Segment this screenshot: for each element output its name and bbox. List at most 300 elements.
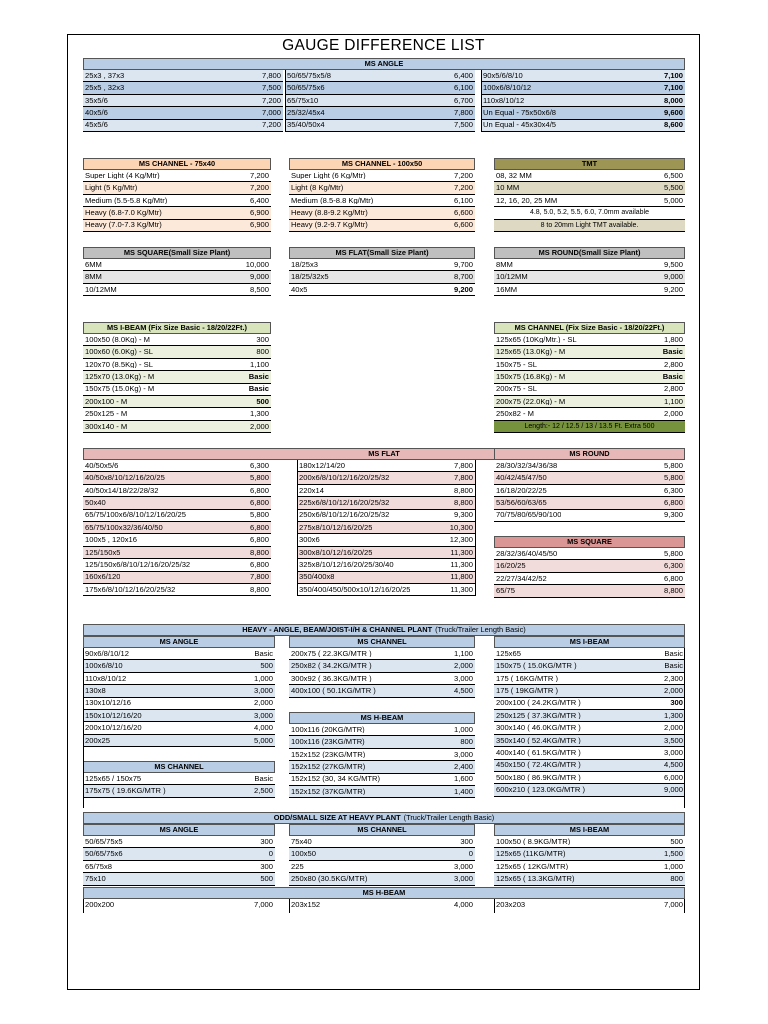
table-row — [285, 95, 475, 107]
item-name: 50x40 — [85, 499, 106, 507]
table-row — [494, 760, 685, 772]
item-name: 125x65 ( 13.3KG/MTR) — [496, 875, 575, 883]
table-row — [494, 685, 685, 697]
item-name: 400x140 ( 61.5KG/MTR ) — [496, 749, 581, 757]
item-name: Un Equal - 75x50x6/8 — [483, 109, 557, 117]
item-price: 6,400 — [249, 195, 269, 205]
table-row — [289, 220, 475, 232]
item-price: 300 — [260, 861, 273, 871]
table-row — [83, 559, 271, 571]
table-row — [494, 673, 685, 685]
item-price: 8,600 — [663, 120, 683, 130]
item-name: 16/20/25 — [496, 562, 526, 570]
table-row — [494, 660, 685, 672]
ms-angle-table — [83, 58, 685, 70]
table-row — [297, 472, 475, 484]
item-name: 220x14 — [299, 486, 324, 495]
item-price: 7,000 — [663, 900, 683, 910]
item-price: 6,100 — [453, 195, 473, 205]
item-name: 65/75x8 — [85, 862, 113, 871]
item-price: 7,800 — [249, 572, 269, 582]
table-row — [494, 408, 685, 420]
item-name: 175x6/8/10/12/16/20/25/32 — [85, 585, 176, 594]
item-price: 7,800 — [453, 108, 473, 118]
ms-angle-col — [83, 70, 283, 132]
item-price: 7,000 — [261, 108, 281, 118]
table-row — [289, 271, 475, 283]
item-name: 180x12/14/20 — [299, 461, 346, 470]
item-price: 1,000 — [253, 673, 273, 683]
table-row — [83, 259, 271, 271]
item-price: 9,300 — [453, 510, 473, 520]
table-row — [83, 284, 271, 296]
table-row — [83, 182, 271, 194]
item-name: 125x65 (11KG/MTR) — [496, 850, 566, 858]
section-header: MS CHANNEL - 75x40 — [83, 158, 271, 170]
item-name: 130x8 — [85, 687, 106, 695]
item-price: 800 — [460, 737, 473, 747]
item-price: 6,900 — [249, 208, 269, 218]
table-row — [83, 82, 283, 94]
item-name: 125/150x6/8/10/12/16/20/25/32 — [85, 561, 191, 569]
item-price: 0 — [268, 849, 273, 859]
section-header: MS ANGLE — [83, 636, 275, 648]
table-row — [494, 485, 685, 497]
table-row — [297, 460, 475, 472]
table-row — [494, 722, 685, 734]
table-row — [289, 736, 475, 748]
table-row — [83, 522, 271, 534]
table-row — [289, 786, 475, 798]
item-name: 100x116 (23KG/MTR) — [291, 738, 365, 746]
item-price: 7,100 — [663, 83, 683, 93]
item-name: 53/56/60/63/65 — [496, 499, 547, 507]
table-row — [494, 284, 685, 296]
item-name: 8MM — [496, 260, 513, 269]
table-row — [494, 510, 685, 522]
item-name: 100x50 (8.0Kg) - M — [85, 335, 150, 344]
column-divider — [83, 899, 84, 913]
item-price: 7,200 — [261, 95, 281, 105]
item-name: 125x65 (10Kg/Mtr.) - SL — [496, 335, 577, 344]
item-price: 12,300 — [449, 535, 473, 545]
section-header: MS I-BEAM — [494, 636, 685, 648]
odd-ms-channel-table — [289, 824, 475, 886]
item-name: 250x125 - M — [85, 410, 128, 418]
item-price: 6,500 — [663, 170, 683, 180]
table-row — [83, 497, 271, 509]
item-price: 1,300 — [663, 710, 683, 720]
table-row — [83, 170, 271, 182]
item-name: 25x3 , 37x3 — [85, 71, 125, 80]
section-header — [83, 624, 685, 636]
item-name: 16MM — [496, 285, 518, 294]
item-name: 300x6 — [299, 536, 320, 544]
item-price: 2,000 — [663, 686, 683, 696]
item-name: 250x6/8/10/12/16/20/25/32 — [299, 511, 390, 520]
table-row — [83, 648, 275, 660]
item-price: 5,800 — [663, 460, 683, 470]
table-row — [83, 384, 271, 396]
item-name: 125x65 ( 12KG/MTR) — [496, 862, 569, 871]
item-price: 2,000 — [663, 409, 683, 419]
item-price: 7,800 — [261, 70, 281, 80]
item-name: 75x40 — [291, 837, 312, 846]
item-price: 6,800 — [249, 535, 269, 545]
section-header: MS SQUARE — [494, 536, 685, 548]
item-name: 18/25/32x5 — [291, 273, 329, 281]
item-price: 5,800 — [663, 548, 683, 558]
item-name: Heavy (6.8-7.0 Kg/Mtr) — [85, 209, 162, 217]
table-row — [285, 82, 475, 94]
item-price: 9,600 — [663, 108, 683, 118]
item-name: 28/30/32/34/36/38 — [496, 461, 558, 470]
item-price: 3,000 — [453, 749, 473, 759]
table-row — [494, 259, 685, 271]
table-row — [494, 170, 685, 182]
item-name: Heavy (8.8-9.2 Kg/Mtr) — [291, 209, 368, 217]
table-row — [83, 510, 271, 522]
item-name: 75x10 — [85, 875, 106, 883]
item-name: 275x8/10/12/16/20/25 — [299, 523, 373, 532]
item-name: Medium (8.5-8.8 Kg/Mtr) — [291, 196, 374, 205]
ms-round-header — [494, 448, 685, 460]
table-row — [83, 722, 275, 734]
item-price: 7,800 — [453, 473, 473, 483]
item-price: 11,300 — [450, 584, 473, 594]
table-row — [289, 259, 475, 271]
item-name: 250x80 (30.5KG/MTR) — [291, 875, 368, 883]
item-price: 6,300 — [663, 485, 683, 495]
item-price: 5,000 — [253, 735, 273, 745]
item-price: 6,300 — [249, 460, 269, 470]
table-row — [494, 747, 685, 759]
ms-channel-75x40-table — [83, 158, 271, 232]
table-row — [83, 710, 275, 722]
table-row — [297, 572, 475, 584]
item-price: 8,800 — [249, 584, 269, 594]
table-row — [289, 284, 475, 296]
item-price: 6,400 — [453, 70, 473, 80]
table-row — [494, 460, 685, 472]
item-name: 50/65/75x5 — [85, 837, 123, 846]
table-row — [494, 735, 685, 747]
item-name: Un Equal - 45x30x4/5 — [483, 121, 557, 130]
item-name: 400x100 ( 50.1KG/MTR ) — [291, 687, 376, 695]
item-price: 6,600 — [453, 220, 473, 230]
table-row — [494, 698, 685, 710]
section-header: MS FLAT(Small Size Plant) — [289, 247, 475, 259]
item-name: 203x152 — [291, 901, 321, 909]
item-price: 10,300 — [449, 522, 473, 532]
item-name: Super Light (6 Kg/Mtr) — [291, 171, 366, 180]
ms-square-table — [494, 536, 685, 598]
item-price: 3,000 — [253, 710, 273, 720]
item-price: 11,800 — [450, 572, 473, 582]
table-row — [83, 359, 271, 371]
item-price: 6,800 — [249, 498, 269, 508]
item-price: 5,800 — [249, 510, 269, 520]
item-price: 1,500 — [663, 849, 683, 859]
table-row — [297, 584, 475, 596]
item-price: 6,300 — [663, 561, 683, 571]
item-name: 10/12MM — [85, 285, 117, 294]
table-note: 4.8, 5.0, 5.2, 5.5, 6.0, 7.0mm available — [494, 207, 685, 219]
heavy-ms-channel-table — [289, 636, 475, 698]
heavy-subtitle: (Truck/Trailer Length Basic) — [435, 625, 526, 635]
ms-round-small-table — [494, 247, 685, 296]
item-price: 8,500 — [249, 284, 269, 294]
item-price: 6,800 — [663, 573, 683, 583]
section-header: MS H-BEAM — [289, 712, 475, 724]
item-name: 350x140 ( 52.4KG/MTR ) — [496, 736, 581, 745]
item-price: 300 — [460, 836, 473, 846]
item-price: 9,200 — [453, 284, 473, 294]
odd-hbeam-cell — [494, 899, 685, 911]
item-name: 10/12MM — [496, 273, 528, 281]
item-price: 500 — [670, 836, 683, 846]
item-name: 125/150x5 — [85, 548, 121, 557]
item-name: 152x152 (23KG/MTR) — [291, 750, 366, 759]
item-price: 2,500 — [253, 786, 273, 796]
column-divider — [684, 899, 685, 913]
item-price: 9,200 — [663, 284, 683, 294]
column-divider — [83, 648, 84, 808]
item-price: 2,000 — [663, 723, 683, 733]
table-row — [494, 334, 685, 346]
item-name: 90x6/8/10/12 — [85, 649, 129, 658]
item-price: 2,300 — [663, 673, 683, 683]
item-name: 300x140 ( 46.0KG/MTR ) — [496, 724, 581, 732]
item-name: 65/75/100x6/8/10/12/16/20/25 — [85, 511, 186, 520]
item-name: 40/42/45/47/50 — [496, 474, 547, 482]
section-header: MS SQUARE(Small Size Plant) — [83, 247, 271, 259]
table-row — [83, 572, 271, 584]
item-price: Basic — [662, 372, 683, 382]
item-price: Basic — [254, 648, 273, 658]
item-name: 200x100 ( 24.2KG/MTR ) — [496, 699, 581, 708]
item-name: 125x65 — [496, 649, 521, 658]
table-row — [83, 371, 271, 383]
item-name: 65/75 — [496, 587, 516, 595]
item-price: 1,100 — [663, 396, 683, 406]
item-name: 152x152 (37KG/MTR) — [291, 787, 366, 796]
table-row — [494, 472, 685, 484]
table-row — [83, 460, 271, 472]
table-row — [289, 207, 475, 219]
item-name: 65/75/100x32/36/40/50 — [85, 523, 163, 532]
ms-angle-col — [285, 70, 475, 132]
table-row — [83, 735, 275, 747]
table-note: Length:- 12 / 12.5 / 13 / 13.5 Ft. Extra 500 — [494, 421, 685, 433]
heavy-ms-angle-table — [83, 636, 275, 747]
item-name: 40/50x5/6 — [85, 461, 119, 470]
table-row — [494, 848, 685, 860]
item-name: 150x75 (16.8Kg) - M — [496, 373, 566, 381]
table-row — [83, 547, 271, 559]
item-price: 7,800 — [453, 460, 473, 470]
item-price: 10,000 — [245, 259, 269, 269]
table-row — [285, 70, 475, 82]
item-name: 100x60 (6.0Kg) - SL — [85, 348, 153, 356]
item-price: 5,800 — [663, 473, 683, 483]
ms-flat-small-table — [289, 247, 475, 296]
table-row — [285, 120, 475, 132]
item-price: 4,500 — [663, 760, 683, 770]
table-row — [494, 396, 685, 408]
table-row — [83, 70, 283, 82]
item-name: 100x5 , 120x16 — [85, 536, 137, 544]
table-row — [494, 873, 685, 885]
item-name: 40/50x8/10/12/16/20/25 — [85, 474, 165, 482]
table-row — [494, 772, 685, 784]
table-row — [289, 761, 475, 773]
section-header: MS CHANNEL — [83, 761, 275, 773]
item-price: 9,000 — [249, 272, 269, 282]
item-name: 8MM — [85, 273, 102, 281]
item-price: 800 — [256, 347, 269, 357]
item-price: 3,000 — [663, 748, 683, 758]
table-row — [297, 510, 475, 522]
table-row — [289, 660, 475, 672]
item-name: 70/75/80/65/90/100 — [496, 511, 562, 520]
item-price: Basic — [664, 661, 683, 671]
item-name: 120x70 (8.5Kg) - SL — [85, 360, 153, 369]
section-header: MS I-BEAM — [494, 824, 685, 836]
ms-angle-col — [481, 70, 685, 132]
table-row — [297, 559, 475, 571]
item-price: 1,300 — [249, 409, 269, 419]
item-name: 40/50x14/18/22/28/32 — [85, 486, 159, 495]
item-name: 12, 16, 20, 25 MM — [496, 196, 558, 205]
item-price: 1,800 — [663, 334, 683, 344]
item-name: 35/40/50x4 — [287, 121, 325, 130]
item-name: 500x180 ( 86.9KG/MTR ) — [496, 773, 581, 782]
item-name: 50/65/75x6 — [287, 84, 325, 92]
item-price: 1,000 — [663, 861, 683, 871]
table-row — [289, 648, 475, 660]
item-price: 0 — [468, 849, 473, 859]
item-price: 1,600 — [453, 774, 473, 784]
section-header: MS ROUND(Small Size Plant) — [494, 247, 685, 259]
item-price: 9,300 — [663, 510, 683, 520]
item-name: 40x5/6 — [85, 109, 108, 117]
ms-channel-fix-table — [494, 322, 685, 433]
item-name: 50/65/75x5/8 — [287, 71, 331, 80]
item-name: 300x8/10/12/16/20/25 — [299, 548, 373, 557]
item-price: 500 — [260, 874, 273, 884]
ms-flat-col1 — [83, 460, 271, 596]
item-price: 6,800 — [663, 498, 683, 508]
table-row — [289, 899, 475, 911]
table-row — [494, 271, 685, 283]
item-price: 3,000 — [453, 874, 473, 884]
table-row — [83, 785, 275, 797]
table-row — [83, 107, 283, 119]
column-divider — [684, 648, 685, 808]
item-price: Basic — [664, 648, 683, 658]
item-name: 16/18/20/22/25 — [496, 486, 547, 495]
section-header: MS H-BEAM — [83, 887, 685, 899]
item-price: 500 — [260, 661, 273, 671]
item-name: 110x8/10/12 — [85, 674, 127, 683]
column-divider — [297, 460, 298, 596]
heavy-ms-channel-left-table — [83, 761, 275, 798]
item-name: 225 — [291, 862, 304, 871]
item-price: 11,300 — [450, 560, 473, 570]
table-row — [289, 182, 475, 194]
table-row — [297, 522, 475, 534]
item-name: 100x116 (20KG/MTR) — [291, 725, 365, 734]
odd-size-header — [83, 812, 685, 824]
odd-subtitle: (Truck/Trailer Length Basic) — [403, 813, 495, 823]
table-row — [481, 82, 685, 94]
item-price: 5,000 — [663, 195, 683, 205]
item-price: 6,700 — [453, 95, 473, 105]
item-price: 8,700 — [453, 272, 473, 282]
item-price: 6,100 — [453, 83, 473, 93]
heavy-ms-ibeam-table — [494, 636, 685, 797]
section-header: MS FLAT — [83, 448, 685, 460]
table-row — [494, 710, 685, 722]
ms-flat-col2 — [297, 460, 475, 596]
item-price: 4,000 — [253, 723, 273, 733]
table-row — [494, 648, 685, 660]
odd-ms-ibeam-table — [494, 824, 685, 886]
item-price: Basic — [248, 372, 269, 382]
table-row — [494, 861, 685, 873]
table-row — [289, 673, 475, 685]
table-row — [481, 70, 685, 82]
item-name: 450x150 ( 72.4KG/MTR ) — [496, 761, 581, 769]
table-row — [289, 195, 475, 207]
item-price: Basic — [254, 773, 273, 783]
item-price: 6,800 — [249, 560, 269, 570]
section-header: TMT — [494, 158, 685, 170]
item-name: 65/75x10 — [287, 96, 319, 105]
item-name: Super Light (4 Kg/Mtr) — [85, 171, 160, 180]
table-row — [494, 560, 685, 572]
table-row — [83, 685, 275, 697]
item-price: 2,400 — [453, 762, 473, 772]
item-name: 225x6/8/10/12/16/20/25/32 — [299, 499, 390, 507]
item-name: 18/25x3 — [291, 260, 319, 269]
item-price: 8,800 — [663, 586, 683, 596]
table-row — [289, 170, 475, 182]
item-name: 125x70 (13.0Kg) - M — [85, 373, 155, 381]
table-row — [83, 421, 271, 433]
item-price: 7,100 — [663, 70, 683, 80]
item-price: 7,500 — [453, 120, 473, 130]
item-name: 45x5/6 — [85, 121, 108, 130]
item-price: 3,000 — [453, 673, 473, 683]
table-row — [83, 848, 275, 860]
page-title: GAUGE DIFFERENCE LIST — [282, 37, 485, 54]
table-row — [494, 548, 685, 560]
item-price: 7,200 — [453, 170, 473, 180]
item-name: 600x210 ( 123.0KG/MTR ) — [496, 786, 586, 794]
table-row — [494, 359, 685, 371]
item-name: 125x65 / 150x75 — [85, 774, 142, 783]
item-price: 11,300 — [450, 547, 473, 557]
item-price: 6,000 — [663, 772, 683, 782]
table-row — [289, 749, 475, 761]
table-row — [83, 873, 275, 885]
table-row — [494, 346, 685, 358]
table-row — [494, 497, 685, 509]
item-name: Light (5 Kg/Mtr) — [85, 184, 138, 192]
item-name: 200x10/12/16/20 — [85, 724, 142, 732]
